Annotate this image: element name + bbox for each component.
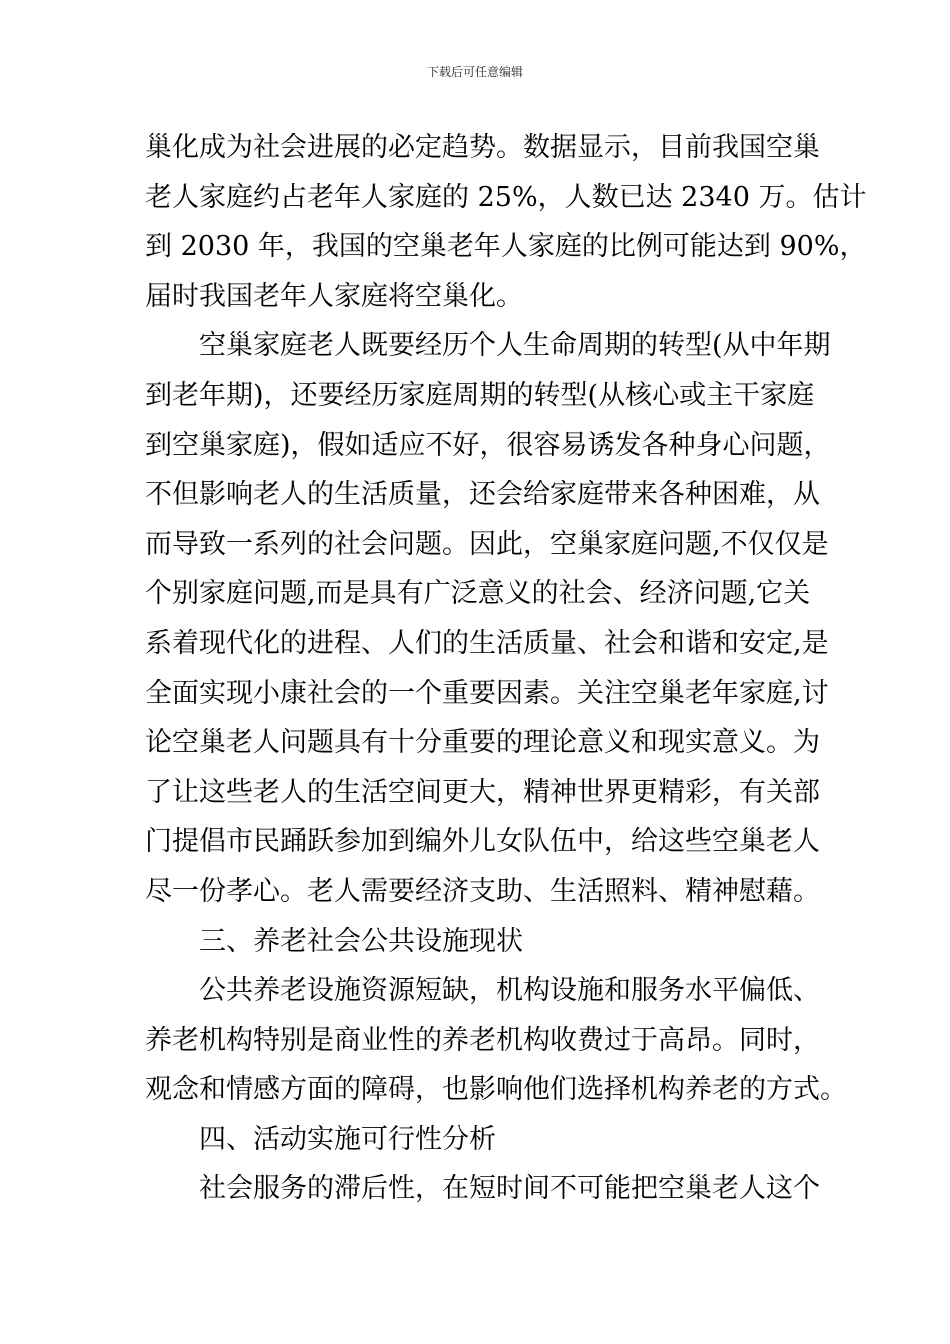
document-body — [145, 123, 867, 1214]
paragraph-first-line: 社会服务的滞后性，在短时间不可能把空巢老人这个 — [199, 1173, 820, 1205]
text-line: 观念和情感方面的障碍，也影响他们选择机构养老的方式。 — [145, 1074, 847, 1106]
text-line: 个别家庭问题,而是具有广泛意义的社会、经济问题,它关 — [145, 578, 811, 610]
paragraph-first-line: 空巢家庭老人既要经历个人生命周期的转型(从中年期 — [199, 330, 831, 362]
text-line: 而导致一系列的社会问题。因此，空巢家庭问题,不仅仅是 — [145, 528, 829, 560]
text-line: 养老机构特别是商业性的养老机构收费过于高昂。同时， — [145, 1024, 820, 1056]
text-line: 到老年期)，还要经历家庭周期的转型(从核心或主干家庭 — [145, 379, 815, 411]
text-line: 全面实现小康社会的一个重要因素。关注空巢老年家庭,讨 — [145, 677, 829, 709]
text-line: 尽一份孝心。老人需要经济支助、生活照料、精神慰藉。 — [145, 875, 820, 907]
page-header: 下载后可任意编辑 — [426, 65, 523, 79]
text-line: 老人家庭约占老年人家庭的 25%，人数已达 2340 万。估计 — [145, 181, 867, 213]
text-line: 论空巢老人问题具有十分重要的理论意义和现实意义。为 — [145, 727, 820, 759]
text-line: 到 2030 年，我国的空巢老年人家庭的比例可能达到 90%， — [145, 231, 867, 263]
text-line: 了让这些老人的生活空间更大，精神世界更精彩，有关部 — [145, 776, 820, 808]
text-line: 届时我国老年人家庭将空巢化。 — [145, 280, 523, 312]
text-line: 门提倡市民踊跃参加到编外儿女队伍中，给这些空巢老人 — [145, 826, 820, 858]
paragraph-first-line: 公共养老设施资源短缺，机构设施和服务水平偏低、 — [199, 975, 820, 1007]
text-line: 到空巢家庭)，假如适应不好，很容易诱发各种身心问题， — [145, 429, 831, 461]
section-heading: 四、活动实施可行性分析 — [199, 1123, 496, 1155]
section-heading: 三、养老社会公共设施现状 — [199, 925, 523, 957]
text-line: 巢化成为社会进展的必定趋势。数据显示，目前我国空巢 — [145, 132, 820, 163]
text-line: 系着现代化的进程、人们的生活质量、社会和谐和安定,是 — [145, 627, 829, 659]
text-line: 不但影响老人的生活质量，还会给家庭带来各种困难，从 — [145, 479, 820, 511]
